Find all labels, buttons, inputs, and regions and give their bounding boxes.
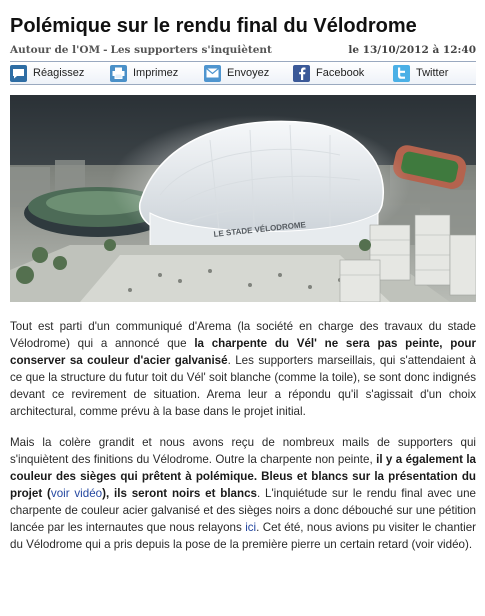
article-kicker: Les supporters s'inquiètent — [110, 44, 272, 56]
article-rubric — [10, 44, 272, 56]
share-mail-button[interactable] — [204, 62, 293, 84]
p2-text-bold-2: ), ils seront noirs et blancs — [102, 487, 257, 500]
share-twitter-label: Twitter — [416, 67, 449, 79]
article-meta — [10, 44, 476, 60]
video-link[interactable]: voir vidéo — [50, 487, 103, 500]
p2-text-bold-1: il y a également la couleur des sièges qui prêtent à polémique. Bleus et blancs sur la présentation du projet ( — [10, 453, 476, 500]
article-title: Polémique sur le rendu final du Vélodrome — [10, 15, 417, 37]
mail-icon — [204, 65, 221, 82]
comment-icon — [10, 65, 27, 82]
rubric-link[interactable]: Autour de l'OM — [10, 44, 101, 56]
p2-text-a: Mais la colère grandit et nous avons reçu de nombreux mails de supporters qui s'inquiètent des finitions du Vélodrome. Outre la charpente non peinte, — [10, 436, 476, 466]
stadium-sign: LE STADE VÉLODROME — [213, 220, 307, 239]
share-react-label: Réagissez — [33, 67, 85, 79]
p2-text-e: . Cet été, nous avions pu visiter le chantier du Vélodrome qui a pris depuis la pose de la première pierre un certain retard (voir vidéo). — [10, 521, 476, 551]
p1-text-a: Tout est parti d'un communiqué d'Arema (la société en charge des travaux du stade Vélodrome) qui a annoncé que — [10, 320, 476, 350]
share-twitter-button[interactable] — [393, 62, 463, 84]
share-facebook-button[interactable] — [293, 62, 393, 84]
article-date: le 13/10/2012 à 12:40 — [348, 44, 476, 56]
article-photo — [10, 95, 476, 302]
article-body — [10, 318, 476, 567]
share-bar — [10, 61, 476, 85]
p1-text-c: . Les supporters marseillais, qui s'attendaient à ce que la structure du futur toit du Vél' soit blanche (comme la toile), se sont donc indignés devant ce revirement de situation. Arema leur a répondu qu'il s'agissait d'un choix architectural, comme prévu à la base dans le projet initial. — [10, 354, 477, 418]
p2-text-d: . L'inquiétude sur le rendu final avec une charpente de couleur acier galvanisé et des sièges noirs a donc débouché sur une pétition lancée par les internautes que nous relayons — [10, 487, 476, 534]
article-paragraph-1 — [10, 318, 476, 420]
stadium-rendering-image — [10, 95, 476, 302]
share-print-label: Imprimez — [133, 67, 179, 79]
p1-text-bold: la charpente du Vél' ne sera pas peinte, pour conserver sa couleur d'acier galvanisé — [10, 337, 477, 367]
share-mail-label: Envoyez — [227, 67, 270, 79]
twitter-icon — [393, 65, 410, 82]
share-facebook-label: Facebook — [316, 67, 365, 79]
article-paragraph-2 — [10, 434, 476, 553]
facebook-icon — [293, 65, 310, 82]
share-react-button[interactable] — [10, 62, 110, 84]
petition-link[interactable]: ici — [245, 521, 257, 534]
share-print-button[interactable] — [110, 62, 204, 84]
rubric-separator: - — [103, 44, 108, 56]
print-icon — [110, 65, 127, 82]
